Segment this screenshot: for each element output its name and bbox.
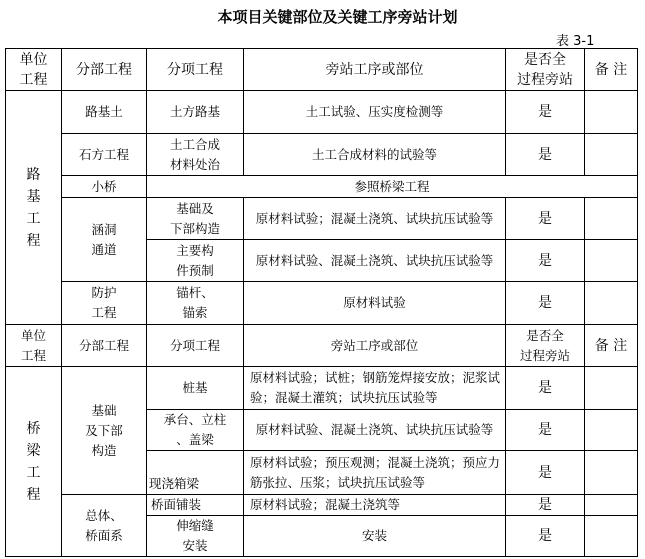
header-item: 分项工程 [147, 49, 244, 91]
header-unit: 单位 工程 [6, 49, 62, 91]
process-cell: 原材料试验、混凝土浇筑、试块抗压试验等 [244, 410, 506, 451]
item-cell: 土工合成 材料处治 [147, 134, 244, 176]
remark-cell [585, 282, 638, 325]
full-cell: 是 [506, 451, 585, 495]
item-cell: 锚杆、 锚索 [147, 282, 244, 325]
document-title: 本项目关键部位及关键工序旁站计划 [217, 8, 458, 26]
item-cell: 桥面铺装 [147, 495, 244, 516]
item-cell: 基础及 下部构造 [147, 198, 244, 240]
full-cell: 是 [506, 367, 585, 410]
table-row [6, 134, 638, 176]
remark-cell [585, 495, 638, 516]
division-cell: 路基土 [62, 91, 147, 134]
full-cell: 是 [506, 516, 585, 557]
process-cell: 原材料试验；试桩；钢筋笼焊接安放；泥浆试验；混凝土灌筑；试块抗压试验等 [244, 367, 506, 410]
header-process: 旁站工序或部位 [244, 49, 506, 91]
full-cell: 是 [506, 91, 585, 134]
division-cell: 总体、 桥面系 [62, 495, 147, 557]
item-cell: 主要构 件预制 [147, 240, 244, 282]
process-cell: 原材料试验；混凝土浇筑、试块抗压试验等 [244, 198, 506, 240]
table-row [6, 367, 638, 410]
table-row [6, 198, 638, 240]
full-cell: 是 [506, 495, 585, 516]
item-cell: 桩基 [147, 367, 244, 410]
full-cell: 是 [506, 410, 585, 451]
remark-cell [585, 367, 638, 410]
division-cell: 小桥 [62, 176, 147, 198]
header-remark: 备 注 [585, 49, 638, 91]
remark-cell [585, 516, 638, 557]
process-cell: 原材料试验、混凝土浇筑、试块抗压试验等 [244, 240, 506, 282]
remark-cell [585, 134, 638, 176]
table-row [6, 495, 638, 516]
header-unit: 单位 工程 [6, 325, 62, 367]
header-full: 是否全 过程旁站 [506, 49, 585, 91]
full-cell: 是 [506, 282, 585, 325]
remark-cell [585, 240, 638, 282]
item-cell: 承台、立柱 、盖梁 [147, 410, 244, 451]
remark-cell [585, 198, 638, 240]
unit-bridge: 桥 梁 工 程 [6, 367, 62, 557]
remark-cell [585, 91, 638, 134]
unit-roadbed: 路 基 工 程 [6, 91, 62, 325]
process-cell: 原材料试验；预压观测；混凝土浇筑；预应力筋张拉、压浆；试块抗压试验等 [244, 451, 506, 495]
header-division: 分部工程 [62, 325, 147, 367]
header-process: 旁站工序或部位 [244, 325, 506, 367]
process-cell: 原材料试验 [244, 282, 506, 325]
inspection-plan-table [5, 48, 638, 557]
table-number: 表 3-1 [556, 34, 595, 49]
division-cell: 涵洞 通道 [62, 198, 147, 282]
full-cell: 是 [506, 134, 585, 176]
item-cell: 伸缩缝 安装 [147, 516, 244, 557]
header-row-2 [6, 325, 638, 367]
item-cell: 土方路基 [147, 91, 244, 134]
header-remark: 备 注 [585, 325, 638, 367]
table-row [6, 176, 638, 198]
division-cell: 石方工程 [62, 134, 147, 176]
table-row [6, 91, 638, 134]
division-cell: 基础 及下部 构造 [62, 367, 147, 495]
remark-cell [585, 410, 638, 451]
full-cell: 是 [506, 240, 585, 282]
header-division: 分部工程 [62, 49, 147, 91]
header-row [6, 49, 638, 91]
table-row [6, 282, 638, 325]
item-cell: 现浇箱梁 [147, 451, 244, 495]
header-item: 分项工程 [147, 325, 244, 367]
process-cell: 原材料试验；混凝土浇筑等 [244, 495, 506, 516]
division-cell: 防护 工程 [62, 282, 147, 325]
process-cell: 安装 [244, 516, 506, 557]
process-cell: 土工合成材料的试验等 [244, 134, 506, 176]
full-cell: 是 [506, 198, 585, 240]
header-full: 是否全 过程旁站 [506, 325, 585, 367]
remark-cell [585, 451, 638, 495]
process-cell: 参照桥梁工程 [147, 176, 638, 198]
process-cell: 土工试验、压实度检测等 [244, 91, 506, 134]
